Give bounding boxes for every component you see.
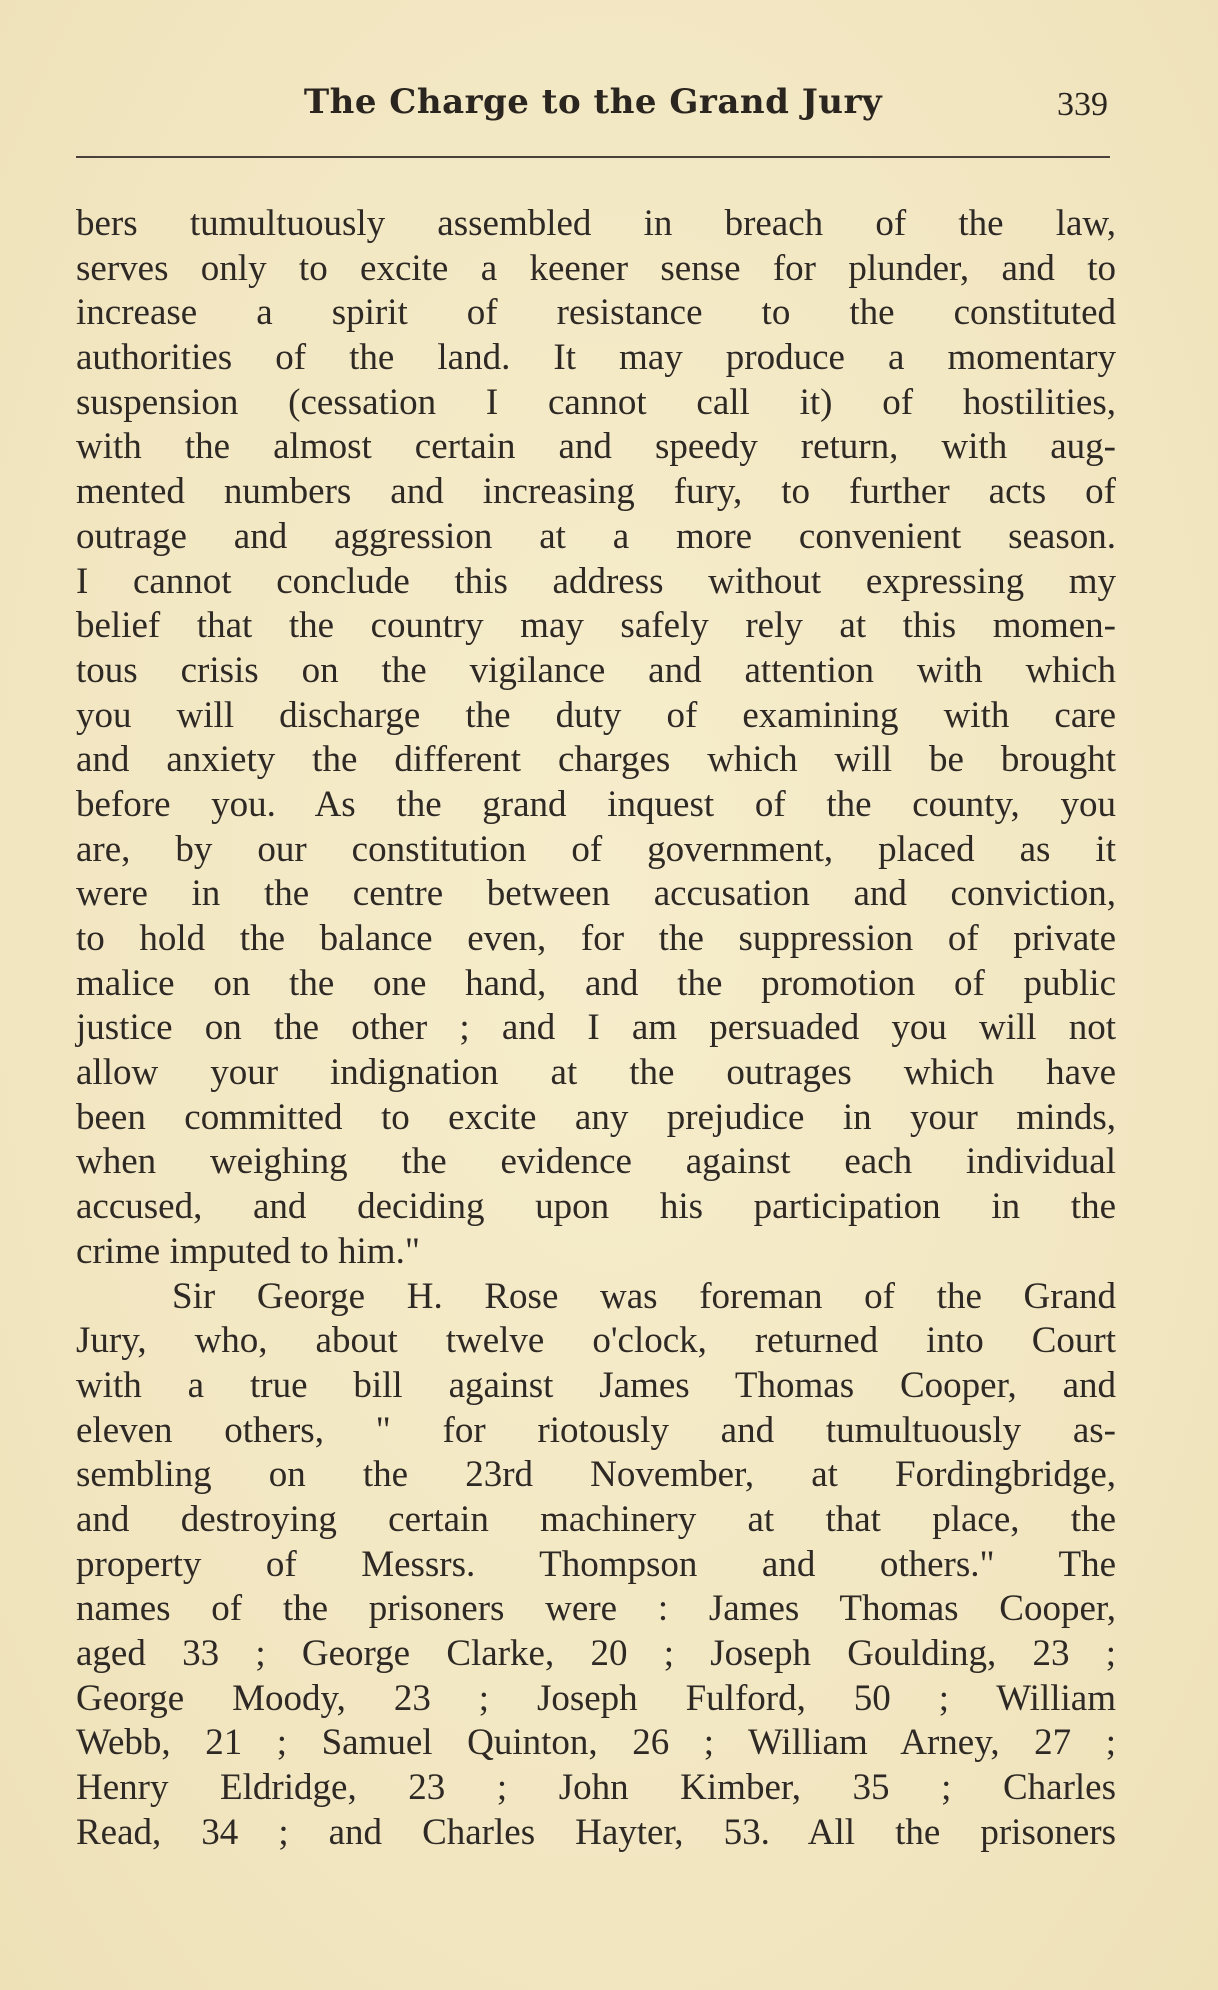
text-line: Read, 34 ; and Charles Hayter, 53. All the prisoners: [76, 1811, 1116, 1853]
text-line: serves only to excite a keener sense for plunder, and to: [76, 247, 1116, 289]
text-line: been committed to excite any prejudice in your minds,: [76, 1096, 1116, 1138]
text-line: with the almost certain and speedy return, with aug-: [76, 426, 1116, 468]
text-line: names of the prisoners were : James Thomas Cooper,: [76, 1588, 1116, 1630]
paragraph-end-line: crime imputed to him.": [76, 1230, 420, 1272]
text-line: belief that the country may safely rely at this momen-: [76, 605, 1116, 647]
text-line: outrage and aggression at a more convenient season.: [76, 515, 1116, 557]
text-line: justice on the other ; and I am persuaded you will not: [76, 1007, 1116, 1049]
text-line: George Moody, 23 ; Joseph Fulford, 50 ; William: [76, 1677, 1116, 1719]
header-rule: [76, 156, 1110, 158]
text-line: accused, and deciding upon his participation in the: [76, 1186, 1116, 1228]
text-line: before you. As the grand inquest of the county, you: [76, 783, 1116, 825]
text-line: allow your indignation at the outrages which have: [76, 1052, 1116, 1094]
text-line: increase a spirit of resistance to the constituted: [76, 292, 1116, 334]
text-line: sembling on the 23rd November, at Fordingbridge,: [76, 1454, 1116, 1496]
text-line: mented numbers and increasing fury, to further acts of: [76, 471, 1116, 513]
text-line: and anxiety the different charges which will be brought: [76, 739, 1116, 781]
running-title: The Charge to the Grand Jury: [303, 82, 883, 122]
text-line: eleven others, " for riotously and tumultuously as-: [76, 1409, 1116, 1451]
text-line: Henry Eldridge, 23 ; John Kimber, 35 ; Charles: [76, 1767, 1116, 1809]
body-text: [76, 202, 1116, 1855]
text-line: Webb, 21 ; Samuel Quinton, 26 ; William Arney, 27 ;: [76, 1722, 1116, 1764]
text-line: tous crisis on the vigilance and attention with which: [76, 649, 1116, 691]
text-line: you will discharge the duty of examining with care: [76, 694, 1116, 736]
text-line: bers tumultuously assembled in breach of the law,: [76, 203, 1116, 244]
text-line: were in the centre between accusation and conviction,: [76, 873, 1116, 915]
text-line: aged 33 ; George Clarke, 20 ; Joseph Goulding, 23 ;: [76, 1633, 1116, 1674]
text-line: when weighing the evidence against each individual: [76, 1141, 1116, 1183]
text-line: with a true bill against James Thomas Cooper, and: [76, 1364, 1116, 1406]
text-line: and destroying certain machinery at that place, the: [76, 1498, 1116, 1540]
page-number: 339: [1057, 86, 1108, 123]
text-line: property of Messrs. Thompson and others." The: [76, 1543, 1116, 1585]
text-line: are, by our constitution of government, placed as it: [76, 828, 1116, 870]
text-line: I cannot conclude this address without expressing my: [76, 560, 1116, 602]
text-line: suspension (cessation I cannot call it) of hostilities,: [76, 381, 1116, 423]
page-header: [76, 82, 1110, 142]
paragraph-start-line: Sir George H. Rose was foreman of the Grand: [172, 1275, 1116, 1317]
text-line: Jury, who, about twelve o'clock, returned into Court: [76, 1320, 1116, 1362]
text-line: authorities of the land. It may produce a momentary: [76, 337, 1116, 379]
text-line: to hold the balance even, for the suppression of private: [76, 918, 1116, 959]
text-line: malice on the one hand, and the promotion of public: [76, 962, 1116, 1004]
